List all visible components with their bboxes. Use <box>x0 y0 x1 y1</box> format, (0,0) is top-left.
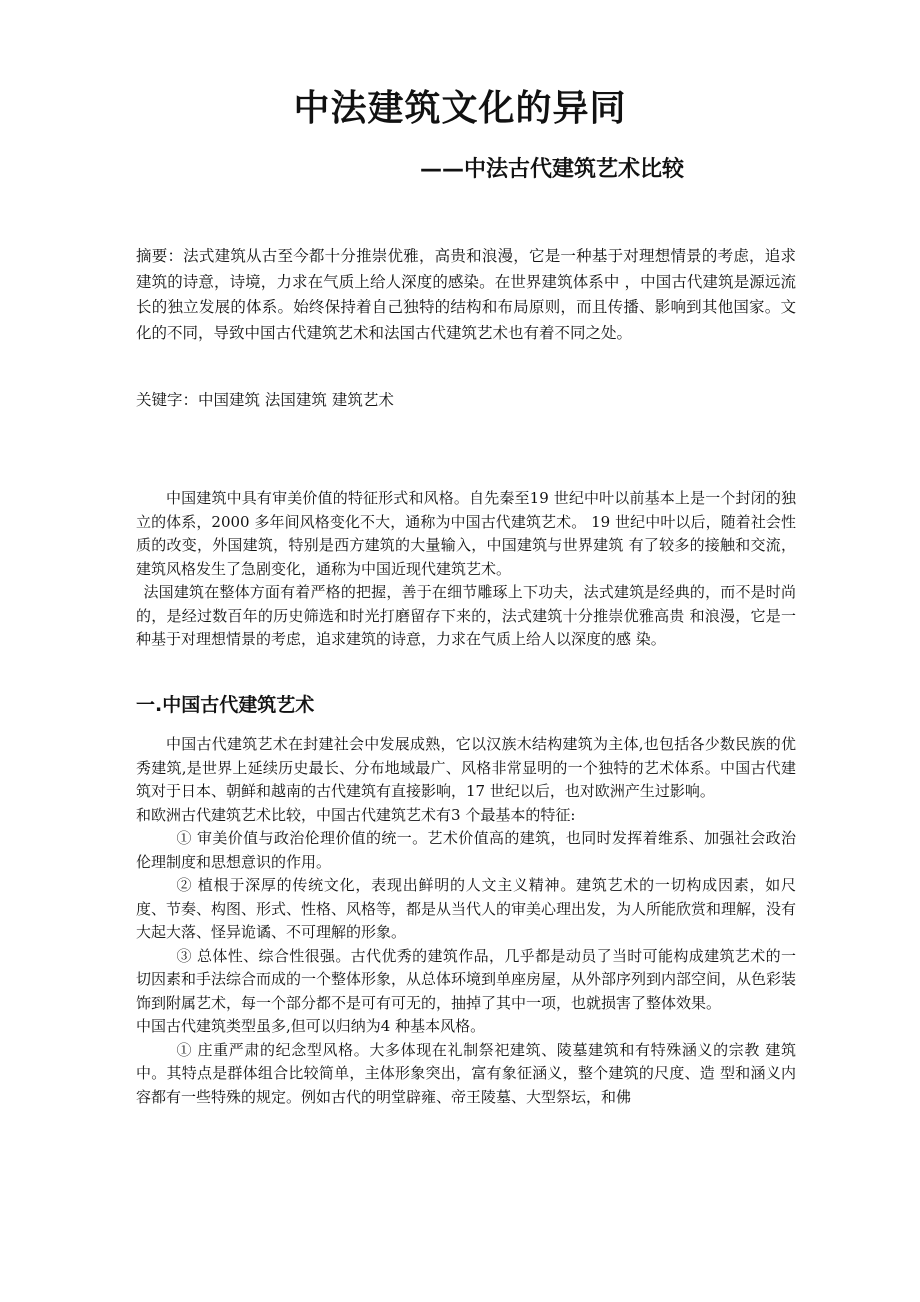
document-subtitle: ——中法古代建筑艺术比较 <box>420 157 685 182</box>
abstract-text: 摘要：法式建筑从古至今都十分推崇优雅，高贵和浪漫，它是一种基于对理想情景的考虑，追求建筑的诗意，诗境，力求在气质上给人深度的感染。在世界建筑体系中 ，中国古代建筑是源远流长的独立发展的体系。始终保持着自己独特的结构和布局原则，而且传播、影响到其他国家。文化的不同，导致中国古代建筑艺术和法国古代建筑艺术也有着不同之处。 <box>136 247 796 342</box>
document-title: 中法建筑文化的异同 <box>293 88 627 129</box>
abstract <box>136 244 796 346</box>
feature-item-1: ① 审美价值与政治伦理价值的统一。艺术价值高的建筑，也同时发挥着维系、加强社会政治伦理制度和思想意识的作用。 <box>136 829 796 871</box>
intro-paragraph-2: 法国建筑在整体方面有着严格的把握，善于在细节雕琢上下功夫，法式建筑是经典的，而不是时尚的，是经过数百年的历史筛选和时光打磨留存下来的，法式建筑十分推崇优雅高贵 和浪漫，它是一种基于对理想情景的考虑，追求建筑的诗意，力求在气质上给人以深度的感 染。 <box>136 583 796 648</box>
style-item-1: ① 庄重严肃的纪念型风格。大多体现在礼制祭祀建筑、陵墓建筑和有特殊涵义的宗教 建筑中。其特点是群体组合比较简单，主体形象突出，富有象征涵义，整个建筑的尺度、造 型和涵义内容都有一些特殊的规定。例如古代的明堂辟雍、帝王陵墓、大型祭坛，和佛 <box>136 1040 796 1106</box>
keywords <box>136 389 796 413</box>
intro-section <box>136 487 796 652</box>
section-paragraph: 中国古代建筑类型虽多,但可以归纳为4 种基本风格。 <box>136 1017 486 1035</box>
feature-item-2: ② 植根于深厚的传统文化，表现出鲜明的人文主义精神。建筑艺术的一切构成因素，如尺度、节奏、构图、形式、性格、风格等，都是从当代人的审美心理出发，为人所能欣赏和理解，没有大起大落、怪异诡谲、不可理解的形象。 <box>136 876 797 941</box>
section-heading: 一.中国古代建筑艺术 <box>136 694 315 716</box>
feature-item-3: ③ 总体性、综合性很强。古代优秀的建筑作品，几乎都是动员了当时可能构成建筑艺术的一切因素和手法综合而成的一个整体形象，从总体环境到单座房屋，从外部序列到内部空间，从色彩装饰到附属艺术，每一个部分都不是可有可无的，抽掉了其中一项，也就损害了整体效果。 <box>136 946 797 1012</box>
section-paragraph: 和欧洲古代建筑艺术比较，中国古代建筑艺术有3 个最基本的特征: <box>136 805 576 824</box>
section-1-body <box>136 733 796 1109</box>
intro-paragraph-1: 中国建筑中具有审美价值的特征形式和风格。自先秦至19 世纪中叶以前基本上是一个封闭的独立的体系，2000 多年间风格变化不大，通称为中国古代建筑艺术。 19 世纪中叶以后，随着社会性质的改变，外国建筑，特别是西方建筑的大量输入，中国建筑与世界建筑 有了较多的接触和交流，建筑风格发生了急剧变化，通称为中国近现代建筑艺术。 <box>136 489 796 578</box>
section-paragraph: 中国古代建筑艺术在封建社会中发展成熟，它以汉族木结构建筑为主体,也包括各少数民族的优秀建筑,是世界上延续历史最长、分布地域最广、风格非常显明的一个独特的艺术体系。中国古代建筑对于日本、朝鲜和越南的古代建筑有直接影响，17 世纪以后，也对欧洲产生过影响。 <box>136 735 796 800</box>
keywords-text: 关键字：中国建筑 法国建筑 建筑艺术 <box>136 391 394 409</box>
